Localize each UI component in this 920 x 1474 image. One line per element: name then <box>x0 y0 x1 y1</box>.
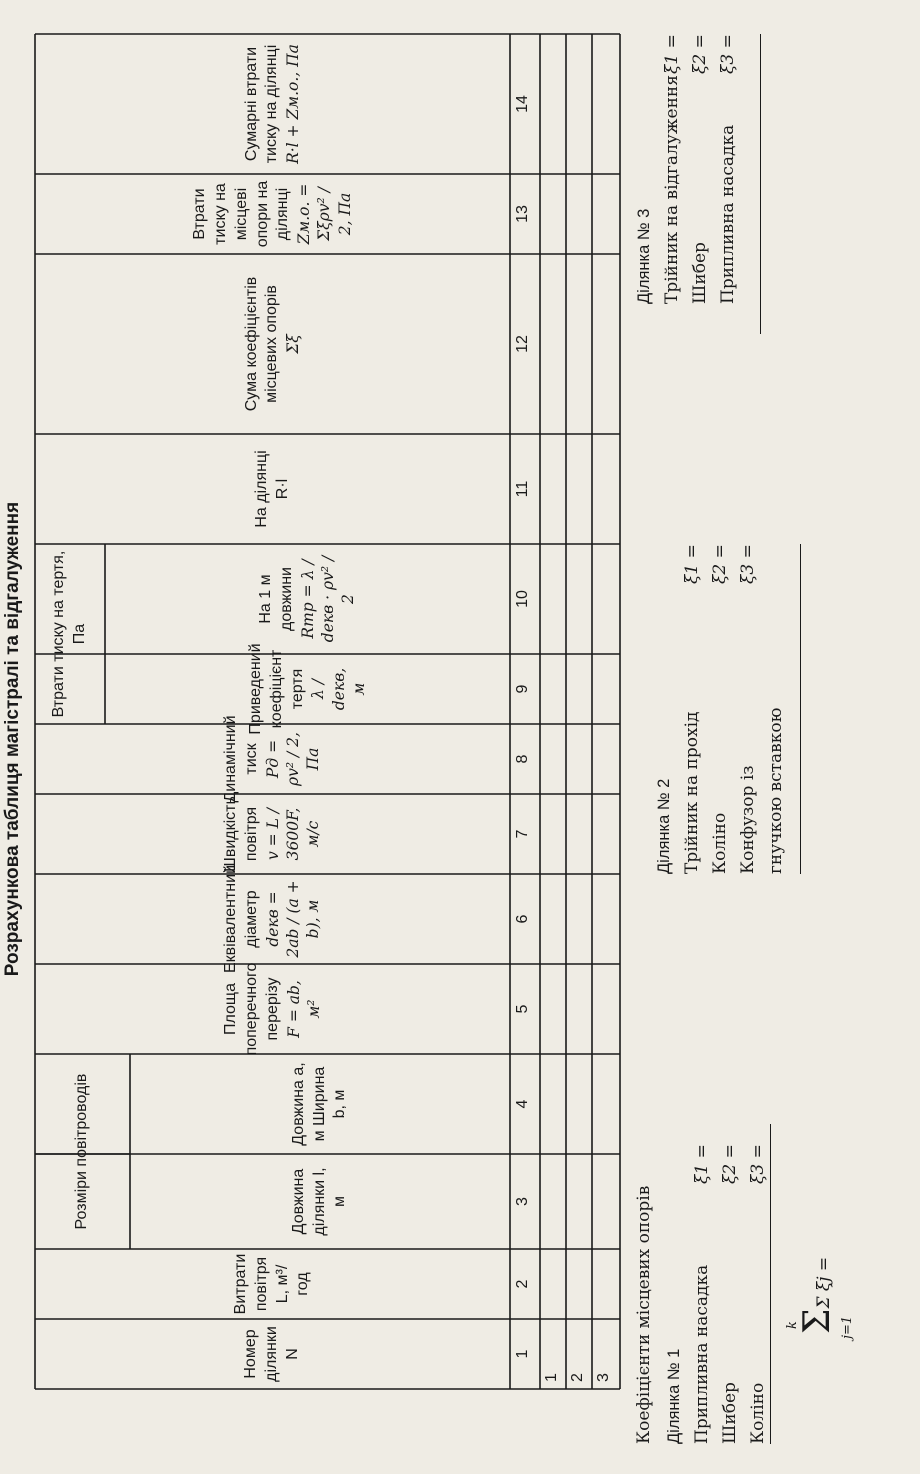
section-3-symbols <box>658 34 742 74</box>
section-2-item-3: Конфузор із <box>738 765 758 874</box>
header-col-5: Площа поперечного перерізу F = ab, м² <box>222 962 323 1056</box>
sum-upper-limit: k <box>785 1321 800 1329</box>
col-number-9: 9 <box>514 684 531 694</box>
section-1-item-3: Коліно <box>748 1382 768 1444</box>
col-number-5: 5 <box>514 1004 531 1014</box>
group-header-friction-loss: Втрати тиску на тертя, Па <box>50 550 88 718</box>
header-col-10: На 1 м довжини Rтр = λ / dекв · ρv² / 2 <box>257 555 358 643</box>
header-col-14: Сумарні втрати тиску на ділянці R·l + Zм.о., Па <box>242 44 303 164</box>
sum-xi-formula: ΣΣ ξj = <box>797 1256 838 1334</box>
header-col-9: Приведений коефіцієнт тертя λ / dекв, м <box>247 643 368 735</box>
col-number-3: 3 <box>514 1197 531 1206</box>
header-col-13: Втрати тиску на місцеві опори на ділянці Zм.о. = Σξρv² / 2, Па <box>191 180 354 248</box>
section-2-title: Ділянка № 2 <box>655 778 673 874</box>
section-3-title: Ділянка № 3 <box>635 208 653 304</box>
col-number-12: 12 <box>514 335 531 353</box>
section-1-item-1: Припливна насадка <box>692 1264 712 1444</box>
xi-3: ξ3 = <box>748 1144 768 1184</box>
section-2-item-1: Трійник на прохід <box>682 711 702 874</box>
col-number-6: 6 <box>514 914 531 924</box>
xi-3: ξ3 = <box>738 544 758 584</box>
col-number-8: 8 <box>514 754 531 764</box>
table-title: Розрахункова таблиця магістралі та відгалуження <box>2 501 23 977</box>
section-2-symbols <box>678 544 762 584</box>
section-2 <box>650 554 790 874</box>
sum-lower-limit: j=1 <box>840 1315 855 1339</box>
col-number-14: 14 <box>514 95 531 113</box>
header-col-6: Еквівалентний діаметр dекв = 2ab / (a + b), м <box>222 864 323 974</box>
header-col-3: Довжина ділянки l, м <box>289 1167 349 1236</box>
section-3-underline <box>760 34 761 334</box>
section-1-item-2: Шибер <box>720 1382 740 1444</box>
group-header-dimensions: Розміри повітроводів <box>73 1073 91 1230</box>
section-3-item-1: Трійник на відгалуження <box>662 75 682 304</box>
header-col-2: Витрати повітря L, м³/год <box>231 1253 312 1315</box>
xi-2: ξ2 = <box>710 544 730 584</box>
col-number-4: 4 <box>514 1099 531 1109</box>
xi-1: ξ1 = <box>662 34 682 74</box>
header-col-4: Довжина a, м Ширина b, м <box>289 1062 349 1146</box>
section-3-item-3: Припливна насадка <box>718 124 738 304</box>
col-number-13: 13 <box>514 205 531 223</box>
section-1-symbols <box>688 1144 772 1184</box>
header-col-8: Динамічний тиск Pд = ρv² / 2, Па <box>222 715 323 803</box>
section-3-item-2: Шибер <box>690 242 710 304</box>
header-col-11: На ділянці R·l <box>252 450 291 528</box>
header-col-12: Сума коефіцієнтів місцевих опорів Σξ <box>242 276 303 412</box>
xi-3: ξ3 = <box>718 34 738 74</box>
section-1 <box>660 1144 772 1444</box>
xi-1: ξ1 = <box>692 1144 712 1184</box>
col-number-10: 10 <box>514 590 531 608</box>
row-number-1: 1 <box>543 1373 560 1382</box>
row-number-3: 3 <box>595 1373 612 1382</box>
coefficients-heading: Коефіцієнти місцевих опорів <box>634 1185 654 1444</box>
col-number-1: 1 <box>514 1349 531 1359</box>
header-col-1: Номер ділянки N <box>242 1326 301 1382</box>
section-1-title: Ділянка № 1 <box>665 1348 683 1444</box>
col-number-7: 7 <box>514 829 531 839</box>
header-col-7: Швидкість повітря v = L / 3600F, м/с <box>222 796 323 872</box>
row-number-2: 2 <box>569 1373 586 1382</box>
section-2-item-4: гнучкою вставкою <box>766 707 786 874</box>
section-2-item-2: Коліно <box>710 812 730 874</box>
col-number-11: 11 <box>514 480 531 498</box>
xi-2: ξ2 = <box>720 1144 740 1184</box>
section-1-underline <box>770 1124 771 1444</box>
xi-1: ξ1 = <box>682 544 702 584</box>
section-2-underline <box>800 544 801 874</box>
xi-2: ξ2 = <box>690 34 710 74</box>
col-number-2: 2 <box>514 1279 531 1289</box>
